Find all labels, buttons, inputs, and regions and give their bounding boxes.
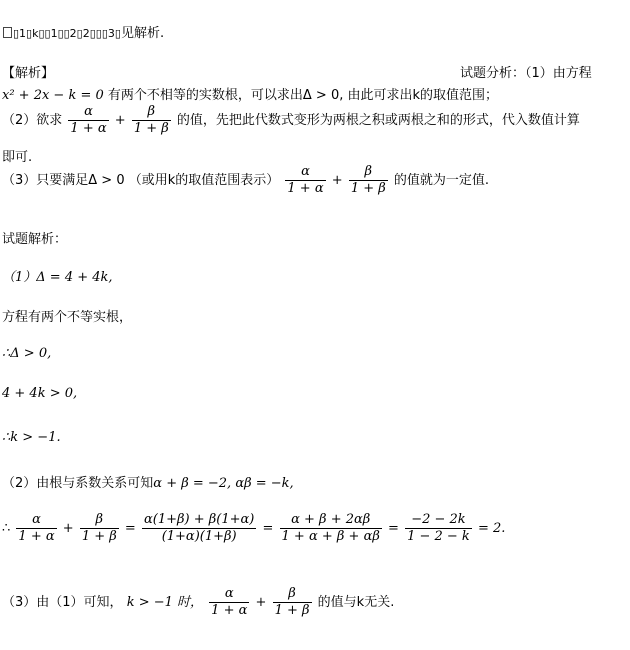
- result: = 2.: [477, 521, 506, 536]
- solution-step-8: （3）由（1）可知， k > −1 时， $\frac{\alpha}{1 + \alpha}$ + $\frac{\beta}{1 + \beta}$ 的值与k无关.: [2, 586, 395, 618]
- p3-prefix: （3）只要满足Δ > 0 （或用k的取值范围表示）: [2, 173, 280, 188]
- fraction-alpha: $\frac{\alpha}{1 + \alpha}$: [287, 164, 324, 196]
- fraction-expanded: $\frac{\alpha + \beta + 2\alpha\beta}{1 + \alpha + \beta + \alpha\beta}$: [281, 512, 380, 544]
- answer-line: [2, 22, 164, 41]
- p1-text: 有两个不相等的实数根，可以求出Δ > 0, 由此可求出k的取值范围；: [107, 88, 499, 103]
- solution-step-6: [2, 472, 294, 491]
- s6-prefix: （2）由根与系数关系可知: [2, 476, 154, 491]
- p2-text: 的值，先把此代数式变形为两根之积或两根之和的形式，代入数值计算: [176, 113, 580, 128]
- fraction-combined: $\frac{\alpha(1+\beta) + \beta(1+\alpha)}{(1+\alpha)(1+\beta)}$: [143, 512, 255, 544]
- fraction-alpha: $\frac{\alpha}{1 + \alpha}$: [70, 104, 107, 136]
- p2-prefix: （2）欲求: [2, 113, 63, 128]
- vieta-relations: α + β = −2, αβ = −k,: [153, 476, 294, 491]
- fraction-beta: $\frac{\beta}{1 + \beta}$: [274, 586, 310, 618]
- fraction-beta: $\frac{\beta}{1 + \beta}$: [350, 164, 386, 196]
- p2-continuation: 即可.: [2, 150, 33, 165]
- analysis-p1: [2, 84, 498, 103]
- analysis-p3: （3）只要满足Δ > 0 （或用k的取值范围表示） $\frac{\alpha}{1 + \alpha}$ + $\frac{\beta}{1 + \beta}$ 的值就为一定值.: [2, 164, 490, 196]
- equation: x² + 2x − k = 0: [2, 88, 104, 103]
- p3-text: 的值就为一定值.: [393, 173, 490, 188]
- analysis-p2: （2）欲求 $\frac{\alpha}{1 + \alpha}$ + $\frac{\beta}{1 + \beta}$ 的值，先把此代数式变形为两根之积或两根之和的形式，代入数值计算: [2, 104, 580, 136]
- analysis-intro: 试题分析：（1）由方程: [460, 66, 592, 81]
- solution-step-4: 4 + 4k > 0,: [2, 386, 78, 401]
- solution-step-7: ∴ $\frac{\alpha}{1 + \alpha}$ + $\frac{\beta}{1 + \beta}$ = $\frac{\alpha(1+\beta) + \beta(1+\alpha)}{(1+\alpha)(1+\beta)}$ = $\frac{\alpha + \beta + 2\alpha\beta}{1 + \alpha + \beta + \alpha\beta}$ = $\frac{-2 - 2k}{1 - 2 - k}$ = 2.: [2, 512, 506, 544]
- analysis-tag: 【解析】: [2, 66, 55, 81]
- solution-title: 试题解析：: [2, 232, 68, 247]
- garbled-answer-text: ▯1▯k▯▯1▯▯2▯2▯▯▯3▯: [13, 27, 121, 40]
- fraction-substituted: $\frac{-2 - 2k}{1 - 2 - k}$: [407, 512, 470, 544]
- fraction-alpha: $\frac{\alpha}{1 + \alpha}$: [18, 512, 55, 544]
- s8-text: 的值与k无关.: [317, 595, 395, 610]
- solution-step-2: 方程有两个不等实根，: [2, 310, 133, 325]
- solution-step-3: ∴Δ > 0,: [2, 346, 52, 361]
- solution-step-1: （1）Δ = 4 + 4k,: [2, 270, 113, 285]
- s8-prefix: （3）由（1）可知，: [2, 595, 123, 610]
- answer-tail: 见解析.: [120, 26, 165, 41]
- fraction-beta: $\frac{\beta}{1 + \beta}$: [133, 104, 169, 136]
- solution-step-5: ∴k > −1.: [2, 430, 61, 445]
- s8-condition: k > −1 时，: [126, 595, 204, 610]
- fraction-beta: $\frac{\beta}{1 + \beta}$: [81, 512, 117, 544]
- fraction-alpha: $\frac{\alpha}{1 + \alpha}$: [211, 586, 248, 618]
- placeholder-glyph-icon: [3, 27, 12, 38]
